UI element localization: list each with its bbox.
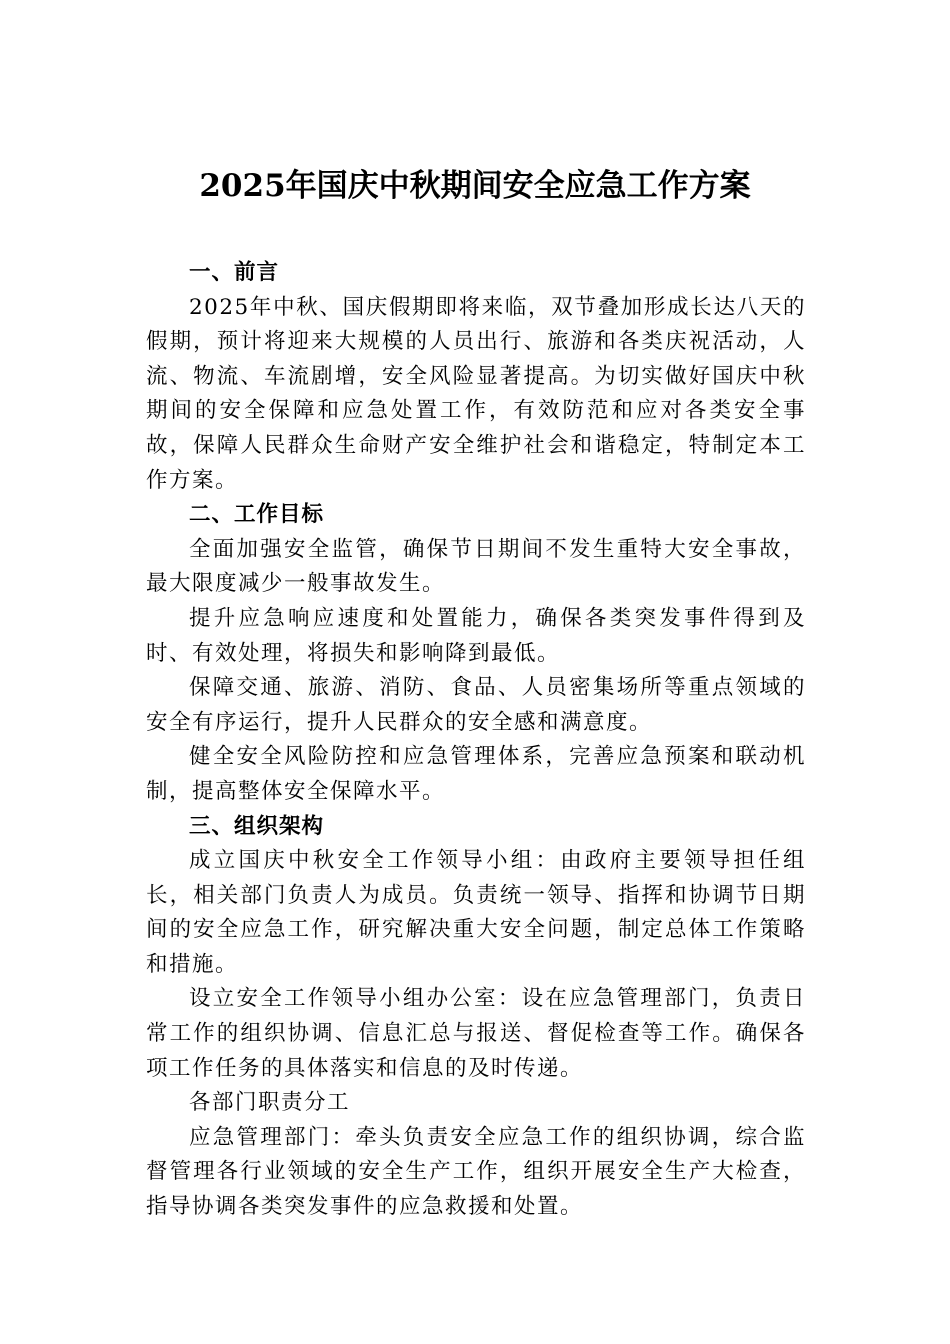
paragraph: 成立国庆中秋安全工作领导小组：由政府主要领导担任组长，相关部门负责人为成员。负责统一领导、指挥和协调节日期间的安全应急工作，研究解决重大安全问题，制定总体工作策略和措施。 bbox=[146, 848, 806, 977]
document-title: 2025年国庆中秋期间安全应急工作方案 bbox=[199, 168, 751, 204]
document-body bbox=[146, 256, 806, 1225]
section-heading-preface: 一、前言 bbox=[189, 260, 280, 285]
paragraph: 应急管理部门：牵头负责安全应急工作的组织协调，综合监督管理各行业领域的安全生产工作，组织开展安全生产大检查，指导协调各类突发事件的应急救援和处置。 bbox=[146, 1124, 806, 1220]
paragraph: 提升应急响应速度和处置能力，确保各类突发事件得到及时、有效处理，将损失和影响降到最低。 bbox=[146, 605, 806, 666]
paragraph: 健全安全风险防控和应急管理体系，完善应急预案和联动机制，提高整体安全保障水平。 bbox=[146, 744, 806, 804]
section-heading-goals: 二、工作目标 bbox=[189, 502, 325, 528]
paragraph: 2025年中秋、国庆假期即将来临，双节叠加形成长达八天的假期，预计将迎来大规模的人员出行、旅游和各类庆祝活动，人流、物流、车流剧增，安全风险显著提高。为切实做好国庆中秋期间的安全保障和应急处置工作，有效防范和应对各类安全事故，保障人民群众生命财产安全维护社会和谐稳定，特制定本工作方案。 bbox=[146, 294, 806, 493]
paragraph: 全面加强安全监管，确保节日期间不发生重特大安全事故，最大限度减少一般事故发生。 bbox=[146, 536, 806, 597]
section-heading-organization: 三、组织架构 bbox=[189, 813, 325, 839]
paragraph: 各部门职责分工 bbox=[189, 1090, 351, 1116]
paragraph: 设立安全工作领导小组办公室：设在应急管理部门，负责日常工作的组织协调、信息汇总与报送、督促检查等工作。确保各项工作任务的具体落实和信息的及时传递。 bbox=[146, 986, 806, 1081]
paragraph: 保障交通、旅游、消防、食品、人员密集场所等重点领域的安全有序运行，提升人民群众的安全感和满意度。 bbox=[146, 675, 806, 735]
